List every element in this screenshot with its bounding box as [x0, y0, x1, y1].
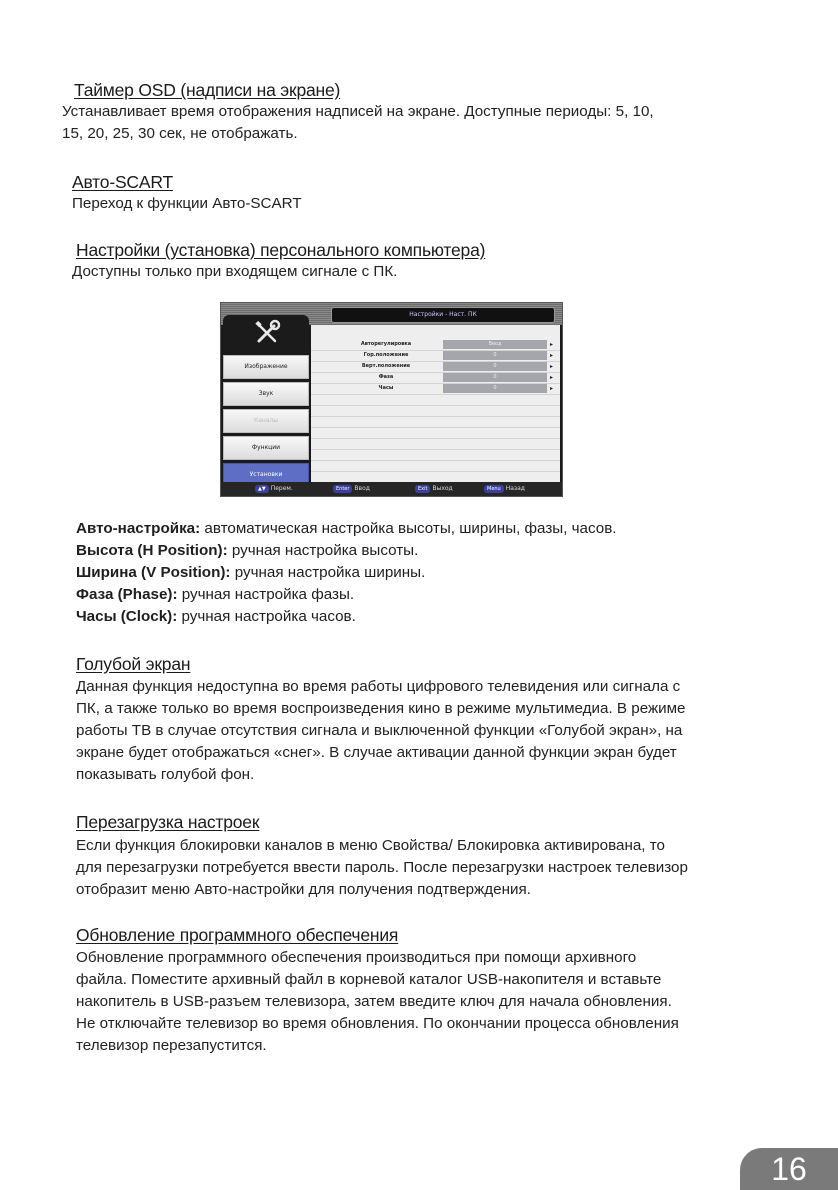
tv-menu-bottom-bar: [221, 482, 562, 496]
text-line: для перезагрузки потребуется ввести пароль. После перезагрузки настроек телевизор: [76, 859, 688, 876]
tv-sidebar-item-functions[interactable]: Функции: [223, 436, 309, 460]
tv-row-label: Верт.положение: [361, 363, 411, 369]
blue-screen-text: [76, 676, 784, 786]
text-line: работы ТВ в случае отсутствия сигнала и выключенной функции «Голубой экран», на: [76, 722, 683, 739]
text-line: показывать голубой фон.: [76, 766, 255, 783]
definition-item: Высота (H Position): ручная настройка высоты.: [76, 542, 419, 559]
tv-row-value: Ввод: [443, 340, 547, 349]
tv-menu-icon-box: [223, 315, 309, 353]
tv-sidebar-item-picture[interactable]: Изображение: [223, 355, 309, 379]
definition-item: Фаза (Phase): ручная настройка фазы.: [76, 586, 355, 603]
text-line: отобразит меню Авто-настройки для получения подтверждения.: [76, 881, 531, 898]
arrow-right-icon: ▸: [550, 352, 554, 359]
osd-text-line2: 15, 20, 25, 30 сек, не отображать.: [62, 125, 298, 142]
arrow-right-icon: ▸: [550, 341, 554, 348]
text-line: Обновление программного обеспечения производиться при помощи архивного: [76, 949, 637, 966]
tv-row-value: 0: [443, 351, 547, 360]
section-heading-osd: Таймер OSD (надписи на экране): [74, 80, 341, 100]
arrow-right-icon: ▸: [550, 374, 554, 381]
tv-row-value: 0: [443, 373, 547, 382]
osd-text-line1: Устанавливает время отображения надписей на экране. Доступные периоды: 5, 10,: [62, 103, 654, 120]
text-line: ПК, а также только во время воспроизведения кино в режиме мультимедиа. В режиме: [76, 700, 686, 717]
definition-item: Ширина (V Position): ручная настройка ширины.: [76, 564, 426, 581]
section-heading-update: Обновление программного обеспечения: [76, 925, 399, 945]
tv-row-label: Авторегулировка: [360, 341, 412, 347]
tv-row-label: Фаза: [378, 374, 394, 380]
tv-menu-sidebar: [223, 355, 309, 490]
text-line: экране будет отображаться «снег». В случае активации данной функции экран будет: [76, 744, 677, 761]
arrow-right-icon: ▸: [550, 385, 554, 392]
section-heading-pc: Настройки (установка) персонального компьютера): [76, 240, 486, 260]
scart-text: Переход к функции Авто-SCART: [72, 195, 302, 212]
section-heading-blue-screen: Голубой экран: [76, 654, 191, 674]
tv-row-value: 0: [443, 384, 547, 393]
pc-settings-definitions: [76, 518, 617, 628]
tv-sidebar-item-settings[interactable]: Установки: [223, 463, 309, 487]
tv-hint-exit: Exit Выход: [415, 482, 453, 496]
text-line: Если функция блокировки каналов в меню Свойства/ Блокировка активирована, то: [76, 837, 665, 854]
tv-sidebar-item-channels[interactable]: Каналы: [223, 409, 309, 433]
tv-row-label: Гор.положение: [363, 352, 409, 358]
page-number: 16: [740, 1148, 838, 1190]
tv-hint-back: Menu Назад: [484, 482, 525, 496]
text-line: накопитель в USB-разъем телевизора, затем введите ключ для начала обновления.: [76, 993, 672, 1010]
text-line: телевизор перезапустится.: [76, 1037, 267, 1054]
tv-hint-enter: Enter Ввод: [333, 482, 370, 496]
section-heading-scart: Авто-SCART: [72, 172, 173, 192]
tv-sidebar-item-sound[interactable]: Звук: [223, 382, 309, 406]
pc-text: Доступны только при входящем сигнале с ПК.: [72, 263, 398, 280]
text-line: Не отключайте телевизор во время обновления. По окончании процесса обновления: [76, 1015, 679, 1032]
update-text: [76, 947, 784, 1057]
tv-menu-title: Настройки - Наст. ПК: [331, 307, 555, 323]
tv-row-value: 0: [443, 362, 547, 371]
section-heading-reset: Перезагрузка настроек: [76, 812, 260, 832]
text-line: Данная функция недоступна во время работы цифрового телевидения или сигнала с: [76, 678, 681, 695]
arrow-right-icon: ▸: [550, 363, 554, 370]
definition-item: Часы (Clock): ручная настройка часов.: [76, 608, 356, 625]
tv-hint-move: ▲▼ Перем.: [255, 482, 293, 496]
tv-menu-screenshot: [220, 302, 563, 497]
definition-item: Авто-настройка: автоматическая настройка высоты, ширины, фазы, часов.: [76, 520, 617, 537]
wrench-screwdriver-icon: [253, 319, 281, 347]
text-line: файла. Поместите архивный файл в корневой каталог USB-накопителя и вставьте: [76, 971, 662, 988]
tv-row-label: Часы: [378, 385, 394, 391]
reset-text: [76, 835, 784, 901]
tv-menu-panel: [311, 325, 560, 482]
